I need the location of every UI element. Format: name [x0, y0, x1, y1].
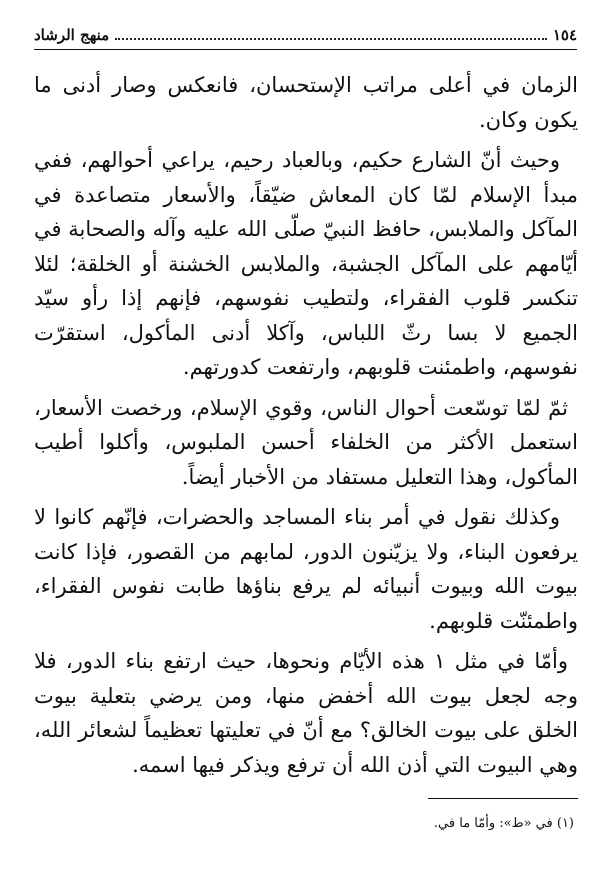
main-text	[34, 68, 578, 788]
paragraph-1: الزمان في أعلى مراتب الإستحسان، فانعكس وصار أدنى ما يكون وكان.	[34, 73, 578, 132]
paragraph-5: وأمّا في مثل ١ هذه الأيّام ونحوها، حيث ارتفع بناء الدور، فلا وجه لجعل بيوت الله أخفض منها، ومن يرضي بتعلية بيوت الخلق على بيوت الخالق؟ مع أنّ في تعليتها تعظيماً لشعائر الله، وهي البيوت التي أذن الله أن ترفع ويذكر فيها اسمه.	[34, 649, 578, 777]
paragraph-2: وحيث أنّ الشارع حكيم، وبالعباد رحيم، يراعي أحوالهم، ففي مبدأ الإسلام لمّا كان المعاش ضيّقاً، والأسعار متصاعدة في المآكل والملابس، حافظ النبيّ صلّى الله عليه وآله والصحابة في أيّامهم على المآكل الجشبة، والملابس الخشنة أو الخلقة؛ لئلا تنكسر قلوب الفقراء، ولتطيب نفوسهم، فإنهم إذا رأو سيّد الجميع لا بسا رثّ اللباس، وآكلا أدنى المأكول، استقرّت نفوسهم، واطمئنت قلوبهم، وارتفعت كدورتهم.	[34, 148, 578, 379]
page-number: ١٥٤	[552, 26, 577, 44]
footnote-rule	[428, 798, 578, 799]
header-rule	[34, 49, 577, 50]
page-header	[34, 22, 577, 44]
running-title: منهج الرشاد	[34, 26, 110, 44]
footnote: (١) في «ط»: وأمّا ما في.	[433, 816, 574, 831]
paragraph-4: وكذلك نقول في أمر بناء المساجد والحضرات، فإنّهم كانوا لا يرفعون البناء، ولا يزيّنون الدور، لمابهم من القصور، فإذا كانت بيوت الله وبيوت أنبيائه لم يرفع بناؤها طابت نفوس الفقراء، واطمئنّت قلوبهم.	[34, 505, 578, 633]
paragraph-3: ثمّ لمّا توسّعت أحوال الناس، وقوي الإسلام، ورخصت الأسعار، استعمل الأكثر من الخلفاء أحسن الملبوس، وأكلوا أطيب المأكول، وهذا التعليل مستفاد من الأخبار أيضاً.	[34, 395, 578, 489]
header-leader-dots	[115, 38, 547, 40]
